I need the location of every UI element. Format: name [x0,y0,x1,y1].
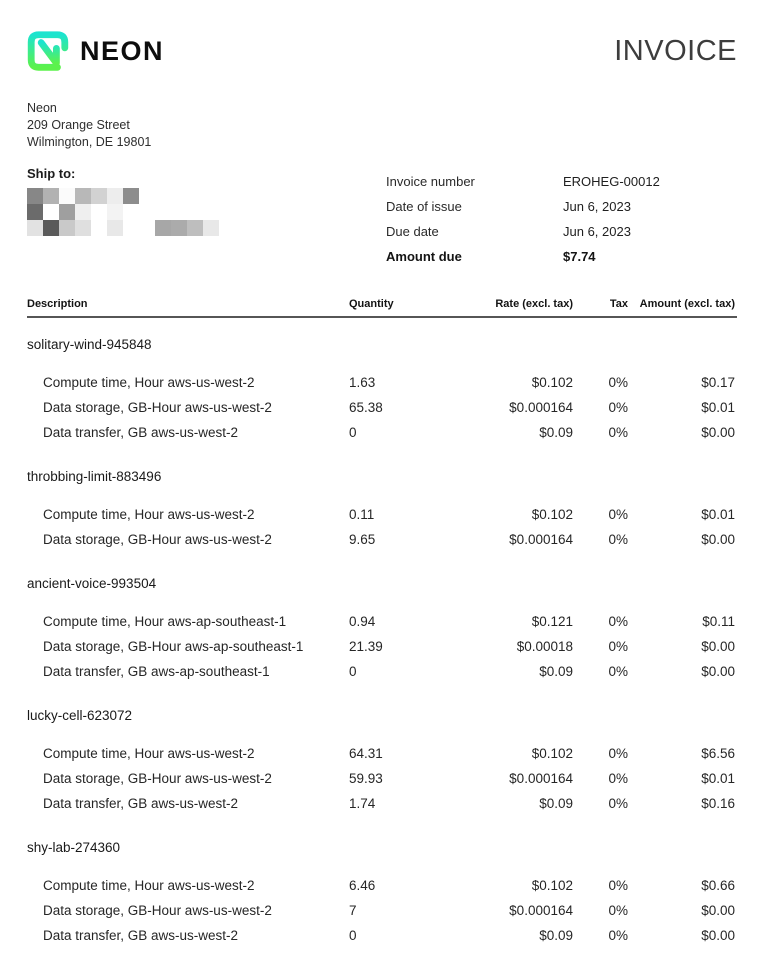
line-item-rate: $0.09 [539,425,573,440]
column-header-rate: Rate (excl. tax) [495,298,573,310]
project-group [27,841,737,953]
line-item-amount: $0.00 [701,903,735,918]
line-item-description: Data transfer, GB aws-us-west-2 [43,425,239,440]
date-of-issue-value: Jun 6, 2023 [563,199,631,214]
line-item-quantity: 1.74 [349,796,376,811]
line-item-quantity: 0 [349,928,357,943]
mosaic-cell [187,204,203,220]
line-item-amount: $0.00 [701,532,735,547]
line-item-description: Data storage, GB-Hour aws-ap-southeast-1 [43,639,304,654]
line-item-quantity: 9.65 [349,532,376,547]
date-of-issue-row [386,199,737,224]
line-item-tax: 0% [608,928,628,943]
line-item-rate: $0.09 [539,796,573,811]
mosaic-cell [27,188,43,204]
line-item-description: Data storage, GB-Hour aws-us-west-2 [43,532,272,547]
amount-due-row [386,249,737,274]
column-header-description: Description [27,298,88,310]
table-row [27,532,737,557]
line-item-rate: $0.00018 [516,639,573,654]
mosaic-cell [43,188,59,204]
line-item-quantity: 7 [349,903,357,918]
project-group [27,577,737,689]
table-body [27,338,737,953]
table-row [27,507,737,532]
line-item-description: Compute time, Hour aws-us-west-2 [43,507,255,522]
mosaic-cell [203,204,219,220]
table-row [27,796,737,821]
mosaic-row [27,220,386,236]
table-row [27,375,737,400]
mosaic-row [27,204,386,220]
mosaic-cell [187,220,203,236]
mosaic-cell [139,188,155,204]
table-row [27,639,737,664]
line-item-rate: $0.09 [539,664,573,679]
project-group [27,709,737,821]
line-item-amount: $6.56 [701,746,735,761]
line-item-tax: 0% [608,639,628,654]
line-item-amount: $0.00 [701,928,735,943]
column-header-amount: Amount (excl. tax) [639,298,735,310]
line-item-quantity: 0 [349,425,357,440]
line-item-amount: $0.16 [701,796,735,811]
line-item-rate: $0.000164 [509,903,573,918]
column-header-tax: Tax [609,298,628,310]
table-header-row [27,298,737,318]
line-item-amount: $0.66 [701,878,735,893]
line-item-quantity: 0.11 [349,507,375,522]
line-item-description: Compute time, Hour aws-ap-southeast-1 [43,614,287,629]
line-item-tax: 0% [608,878,628,893]
mosaic-cell [107,220,123,236]
mosaic-cell [75,204,91,220]
line-item-quantity: 6.46 [349,878,376,893]
table-row [27,614,737,639]
mosaic-cell [91,204,107,220]
mosaic-cell [75,188,91,204]
mosaic-cell [43,204,59,220]
table-row [27,425,737,450]
project-line-items [27,878,737,953]
project-line-items [27,375,737,450]
date-of-issue-label: Date of issue [386,199,462,214]
line-item-quantity: 0.94 [349,614,376,629]
line-item-tax: 0% [608,664,628,679]
line-item-description: Data storage, GB-Hour aws-us-west-2 [43,400,272,415]
mosaic-cell [187,188,203,204]
line-item-description: Data storage, GB-Hour aws-us-west-2 [43,903,272,918]
table-row [27,903,737,928]
invoice-number-value: EROHEG-00012 [563,174,660,189]
column-header-quantity: Quantity [349,298,394,310]
project-group [27,338,737,450]
line-item-amount: $0.01 [701,507,735,522]
project-line-items [27,507,737,557]
mosaic-cell [171,204,187,220]
project-name: throbbing-limit-883496 [27,469,162,484]
line-item-rate: $0.102 [531,507,573,522]
mosaic-cell [107,204,123,220]
line-item-tax: 0% [608,796,628,811]
table-row [27,664,737,689]
line-item-rate: $0.09 [539,928,573,943]
invoice-title: INVOICE [614,34,737,67]
mosaic-cell [27,204,43,220]
redacted-recipient-mosaic [27,188,386,236]
line-item-tax: 0% [608,771,628,786]
mosaic-cell [43,220,59,236]
line-item-tax: 0% [608,532,628,547]
mosaic-cell [139,204,155,220]
table-row [27,400,737,425]
line-item-rate: $0.000164 [509,771,573,786]
invoice-meta-block [386,166,737,274]
line-item-quantity: 65.38 [349,400,383,415]
line-item-rate: $0.102 [531,878,573,893]
mosaic-cell [155,220,171,236]
neon-logo-icon [27,30,69,72]
company-city-state-zip: Wilmington, DE 19801 [27,135,152,149]
line-item-description: Compute time, Hour aws-us-west-2 [43,878,255,893]
line-item-description: Data transfer, GB aws-us-west-2 [43,796,239,811]
line-item-tax: 0% [608,375,628,390]
line-item-rate: $0.000164 [509,532,573,547]
line-items-table [27,298,737,953]
line-item-amount: $0.00 [701,664,735,679]
invoice-number-row [386,174,737,199]
project-group [27,470,737,557]
mosaic-cell [59,220,75,236]
table-row [27,878,737,903]
mosaic-cell [171,188,187,204]
line-item-tax: 0% [608,400,628,415]
mosaic-cell [139,220,155,236]
line-item-rate: $0.102 [531,746,573,761]
project-name: shy-lab-274360 [27,840,121,855]
line-item-quantity: 59.93 [349,771,383,786]
line-item-quantity: 0 [349,664,357,679]
line-item-tax: 0% [608,614,628,629]
line-item-tax: 0% [608,507,628,522]
company-address [27,100,737,151]
mosaic-cell [155,204,171,220]
line-item-tax: 0% [608,903,628,918]
mosaic-cell [91,220,107,236]
neon-wordmark: NEON [80,35,165,66]
mosaic-cell [123,204,139,220]
mosaic-cell [75,220,91,236]
mosaic-row [27,188,386,204]
ship-to-block [27,166,386,274]
line-item-description: Data transfer, GB aws-ap-southeast-1 [43,664,270,679]
mosaic-cell [123,188,139,204]
due-date-row [386,224,737,249]
line-item-amount: $0.00 [701,639,735,654]
line-item-amount: $0.00 [701,425,735,440]
mosaic-cell [155,188,171,204]
mosaic-cell [203,188,219,204]
line-item-description: Compute time, Hour aws-us-west-2 [43,375,255,390]
line-item-rate: $0.000164 [509,400,573,415]
line-item-quantity: 1.63 [349,375,376,390]
line-item-quantity: 64.31 [349,746,383,761]
table-row [27,928,737,953]
line-item-description: Compute time, Hour aws-us-west-2 [43,746,255,761]
mosaic-cell [107,188,123,204]
line-item-description: Data storage, GB-Hour aws-us-west-2 [43,771,272,786]
project-name: solitary-wind-945848 [27,337,152,352]
project-name: ancient-voice-993504 [27,576,157,591]
mosaic-cell [59,188,75,204]
project-line-items [27,614,737,689]
project-name: lucky-cell-623072 [27,708,133,723]
due-date-label: Due date [386,224,439,239]
invoice-header [27,0,737,74]
line-item-quantity: 21.39 [349,639,383,654]
line-item-amount: $0.01 [701,771,735,786]
mosaic-cell [203,220,219,236]
mosaic-cell [59,204,75,220]
line-item-tax: 0% [608,746,628,761]
mosaic-cell [123,220,139,236]
ship-to-and-meta-section [27,166,737,274]
line-item-tax: 0% [608,425,628,440]
invoice-number-label: Invoice number [386,174,475,189]
mosaic-cell [91,188,107,204]
company-name: Neon [27,101,57,115]
amount-due-value: $7.74 [563,249,596,264]
line-item-description: Data transfer, GB aws-us-west-2 [43,928,239,943]
line-item-rate: $0.121 [531,614,573,629]
line-item-rate: $0.102 [531,375,573,390]
neon-logo [27,30,164,72]
table-row [27,771,737,796]
due-date-value: Jun 6, 2023 [563,224,631,239]
company-street: 209 Orange Street [27,118,130,132]
line-item-amount: $0.11 [702,614,735,629]
project-line-items [27,746,737,821]
ship-to-label: Ship to: [27,166,76,181]
table-row [27,746,737,771]
amount-due-label: Amount due [386,249,462,264]
mosaic-cell [171,220,187,236]
line-item-amount: $0.17 [701,375,735,390]
mosaic-cell [27,220,43,236]
line-item-amount: $0.01 [701,400,735,415]
